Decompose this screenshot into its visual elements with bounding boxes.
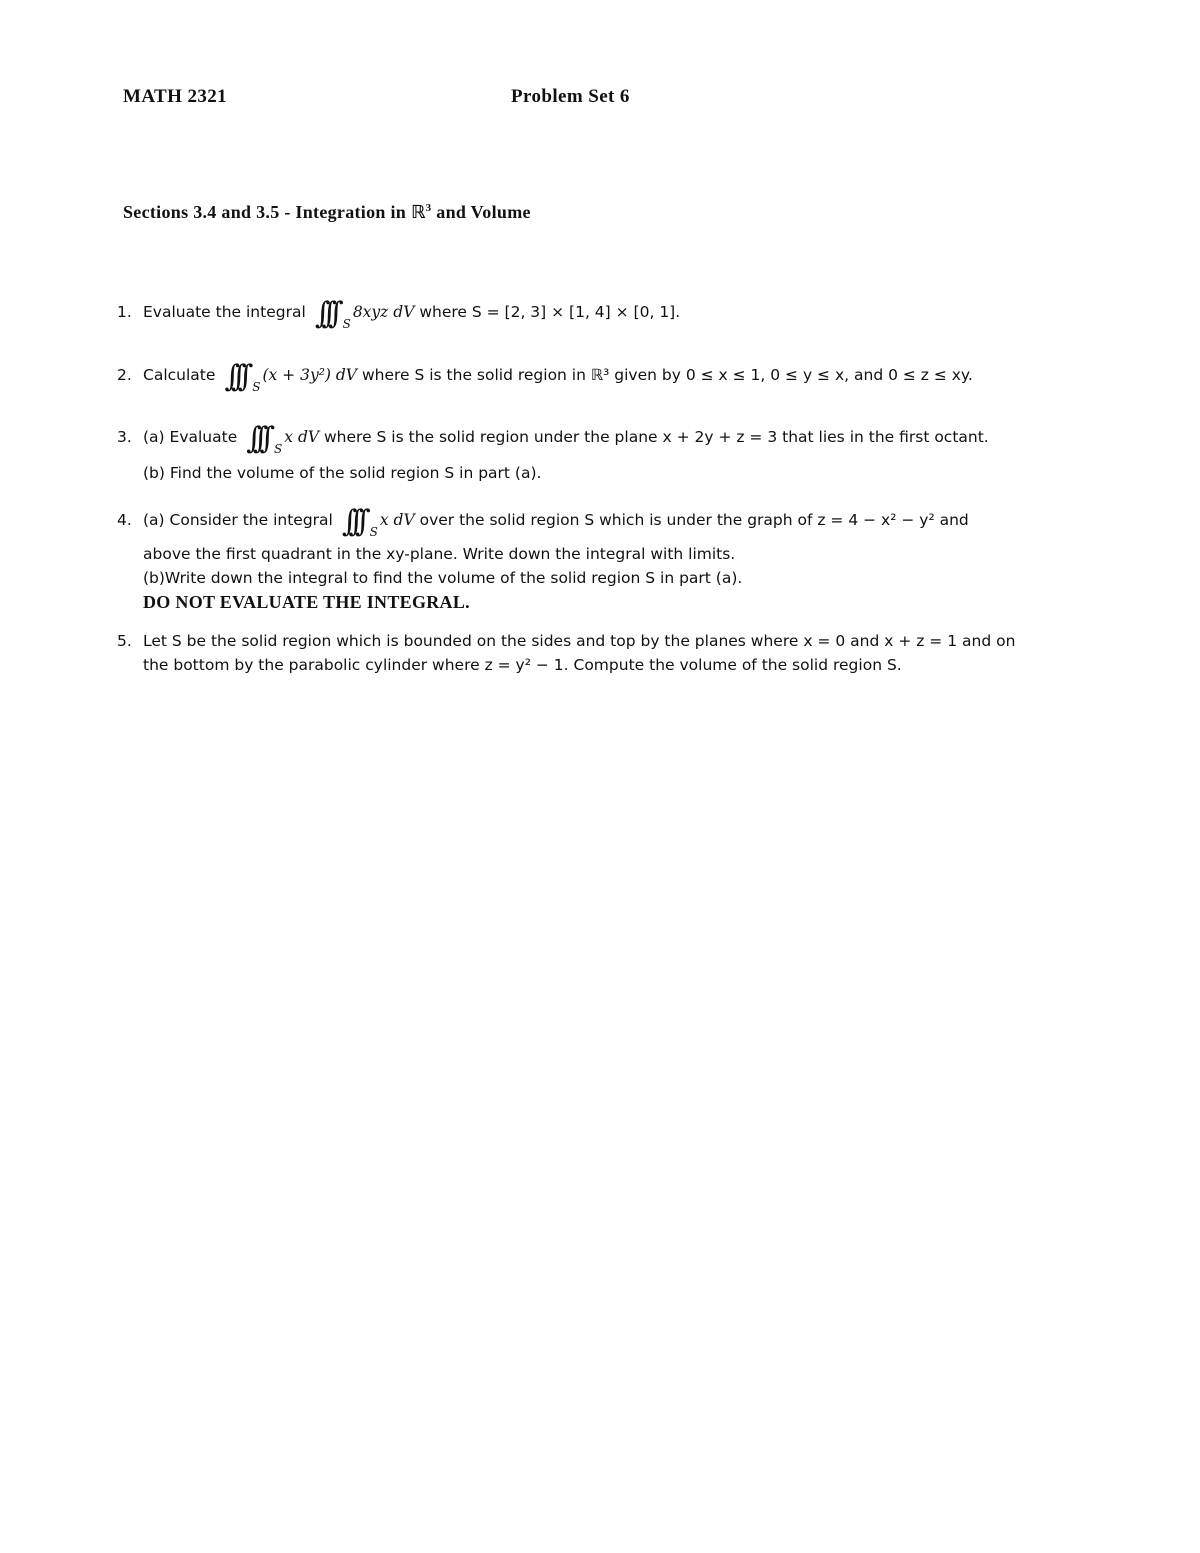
problem-line xyxy=(117,504,1107,539)
integral-region: S xyxy=(342,317,351,331)
problem-line xyxy=(117,629,1107,653)
problem-1 xyxy=(117,296,1107,331)
problem-text: where S = [2, 3] × [1, 4] × [0, 1]. xyxy=(414,303,681,321)
section-heading-text-end: and Volume xyxy=(431,202,531,222)
bold-instruction: DO NOT EVALUATE THE INTEGRAL. xyxy=(143,592,470,612)
problem-continuation: above the first quadrant in the xy-plane. Write down the integral with limits. xyxy=(143,545,736,563)
triple-integral-sign: ∫∫∫ xyxy=(314,296,335,331)
problem-3 xyxy=(117,421,1107,485)
integrand: 8xyz dV xyxy=(352,303,415,321)
problem-number: 3. xyxy=(117,428,132,446)
problem-text: Evaluate the integral xyxy=(143,303,311,321)
problem-5 xyxy=(117,629,1107,677)
problem-number: 2. xyxy=(117,366,132,384)
problem-text: where S is the solid region in ℝ³ given by 0 ≤ x ≤ 1, 0 ≤ y ≤ x, and 0 ≤ z ≤ xy. xyxy=(357,366,973,384)
superscript: 3 xyxy=(425,202,432,214)
real-numbers-symbol: ℝ xyxy=(410,202,426,223)
triple-integral-sign: ∫∫∫ xyxy=(224,359,245,394)
problem-number: 1. xyxy=(117,303,132,321)
problem-text: Let S be the solid region which is bounded on the sides and top by the planes where x = 0 and x + z = 1 and on xyxy=(143,632,1016,650)
triple-integral-sign: ∫∫∫ xyxy=(246,421,267,456)
integrand: x dV xyxy=(284,428,320,446)
problem-part-b: (b)Write down the integral to find the volume of the solid region S in part (a). xyxy=(143,569,743,587)
problem-number: 5. xyxy=(117,632,132,650)
problem-continuation: the bottom by the parabolic cylinder where z = y² − 1. Compute the volume of the solid region S. xyxy=(143,656,902,674)
section-heading-text: Sections 3.4 and 3.5 - Integration in xyxy=(123,202,411,222)
integral-region: S xyxy=(274,442,283,456)
course-code: MATH 2321 xyxy=(123,86,228,107)
problem-4 xyxy=(117,504,1107,614)
problem-text: where S is the solid region under the plane x + 2y + z = 3 that lies in the first octant. xyxy=(319,428,989,446)
problem-set-title: Problem Set 6 xyxy=(511,86,630,107)
problem-number: 4. xyxy=(117,511,132,529)
integral-region: S xyxy=(369,525,378,539)
problem-text: (a) Evaluate xyxy=(143,428,243,446)
problem-line xyxy=(117,421,1107,456)
problem-text: over the solid region S which is under the graph of z = 4 − x² − y² and xyxy=(414,511,969,529)
triple-integral-sign: ∫∫∫ xyxy=(341,504,362,539)
problem-2 xyxy=(117,359,1107,394)
problem-text: (a) Consider the integral xyxy=(143,511,338,529)
integrand: (x + 3y²) dV xyxy=(262,366,358,384)
section-heading xyxy=(123,202,531,223)
integral-region: S xyxy=(252,380,261,394)
problem-part-b: (b) Find the volume of the solid region S in part (a). xyxy=(143,464,542,482)
integrand: x dV xyxy=(379,511,415,529)
problem-text: Calculate xyxy=(143,366,221,384)
